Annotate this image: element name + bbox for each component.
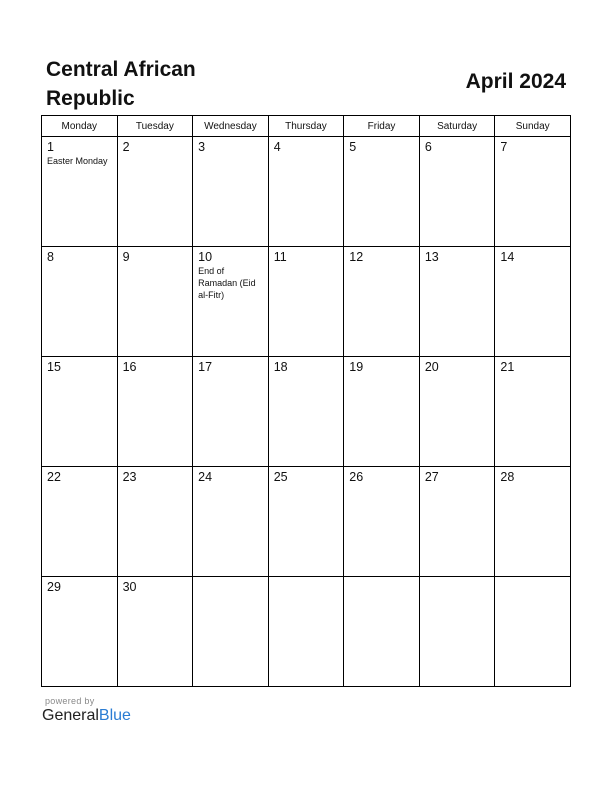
day-number: 7: [500, 140, 508, 154]
day-number: 24: [198, 470, 213, 484]
logo-text-general: General: [42, 707, 99, 724]
day-cell: [495, 357, 571, 467]
day-number: 15: [47, 360, 61, 374]
day-cell: [193, 467, 269, 577]
day-cell: [193, 137, 269, 247]
day-cell: [42, 467, 118, 577]
day-number: 1: [47, 140, 54, 154]
day-cell: [117, 137, 193, 247]
powered-by-label: powered by: [45, 696, 95, 706]
day-cell: [344, 247, 420, 357]
week-row: [42, 577, 571, 687]
day-number: 22: [47, 470, 61, 484]
logo-text-blue: Blue: [98, 707, 131, 724]
day-number: 30: [122, 580, 137, 594]
weekday-header: Thursday: [268, 116, 344, 137]
week-row: [42, 467, 571, 577]
day-cell: [344, 467, 420, 577]
day-number: 23: [122, 470, 137, 484]
day-cell: [268, 467, 344, 577]
day-cell: [344, 577, 420, 687]
weekday-header: Monday: [42, 116, 118, 137]
day-number: 28: [500, 470, 515, 484]
day-number: 12: [349, 250, 364, 264]
day-cell: [419, 467, 495, 577]
week-row: [42, 137, 571, 247]
country-title: Central African Republic: [46, 58, 196, 110]
day-cell: [268, 357, 344, 467]
day-cell: [495, 577, 571, 687]
week-row: [42, 247, 571, 357]
day-cell: [419, 137, 495, 247]
day-number: 29: [47, 580, 61, 594]
day-number: 4: [273, 140, 281, 154]
day-number: 9: [122, 250, 130, 264]
day-number: 6: [424, 140, 432, 154]
generalblue-logo: [42, 707, 131, 725]
day-cell: [419, 247, 495, 357]
day-cell: [42, 577, 118, 687]
day-cell: [495, 137, 571, 247]
month-title: April 2024: [465, 70, 566, 93]
day-number: 13: [424, 250, 439, 264]
weekday-header-row: [42, 116, 571, 137]
day-number: 16: [122, 360, 137, 374]
day-cell: [268, 247, 344, 357]
day-number: 14: [500, 250, 515, 264]
day-cell: [268, 577, 344, 687]
weekday-header: Tuesday: [117, 116, 193, 137]
day-number: 20: [424, 360, 439, 374]
day-cell: [268, 137, 344, 247]
footer-branding: [42, 696, 131, 725]
week-row: [42, 357, 571, 467]
holiday-label: End of Ramadan (Eid al-Fitr): [198, 266, 256, 300]
day-cell: [419, 357, 495, 467]
day-cell: [42, 137, 118, 247]
day-number: 21: [500, 360, 515, 374]
day-number: 5: [349, 140, 357, 154]
day-cell: [42, 357, 118, 467]
day-number: 17: [198, 360, 213, 374]
day-number: 18: [273, 360, 288, 374]
day-cell: [117, 247, 193, 357]
day-number: 26: [349, 470, 364, 484]
day-number: 19: [349, 360, 364, 374]
day-cell: [193, 577, 269, 687]
day-cell: [42, 247, 118, 357]
day-number: 3: [198, 140, 206, 154]
weekday-header: Wednesday: [193, 116, 269, 137]
day-number: 27: [424, 470, 439, 484]
day-cell: [495, 247, 571, 357]
day-cell: [419, 577, 495, 687]
weekday-header: Friday: [344, 116, 420, 137]
day-number: 2: [122, 140, 130, 154]
day-number: 8: [47, 250, 54, 264]
day-cell: [193, 247, 269, 357]
day-number: 25: [273, 470, 288, 484]
day-cell: [193, 357, 269, 467]
day-cell: [117, 357, 193, 467]
calendar-grid: [41, 115, 571, 687]
day-cell: [117, 577, 193, 687]
weekday-header: Sunday: [495, 116, 571, 137]
day-cell: [117, 467, 193, 577]
day-cell: [344, 357, 420, 467]
day-cell: [344, 137, 420, 247]
day-number: 10: [198, 250, 213, 264]
day-cell: [495, 467, 571, 577]
weekday-header: Saturday: [419, 116, 495, 137]
holiday-label: Easter Monday: [47, 156, 108, 166]
day-number: 11: [273, 250, 287, 264]
